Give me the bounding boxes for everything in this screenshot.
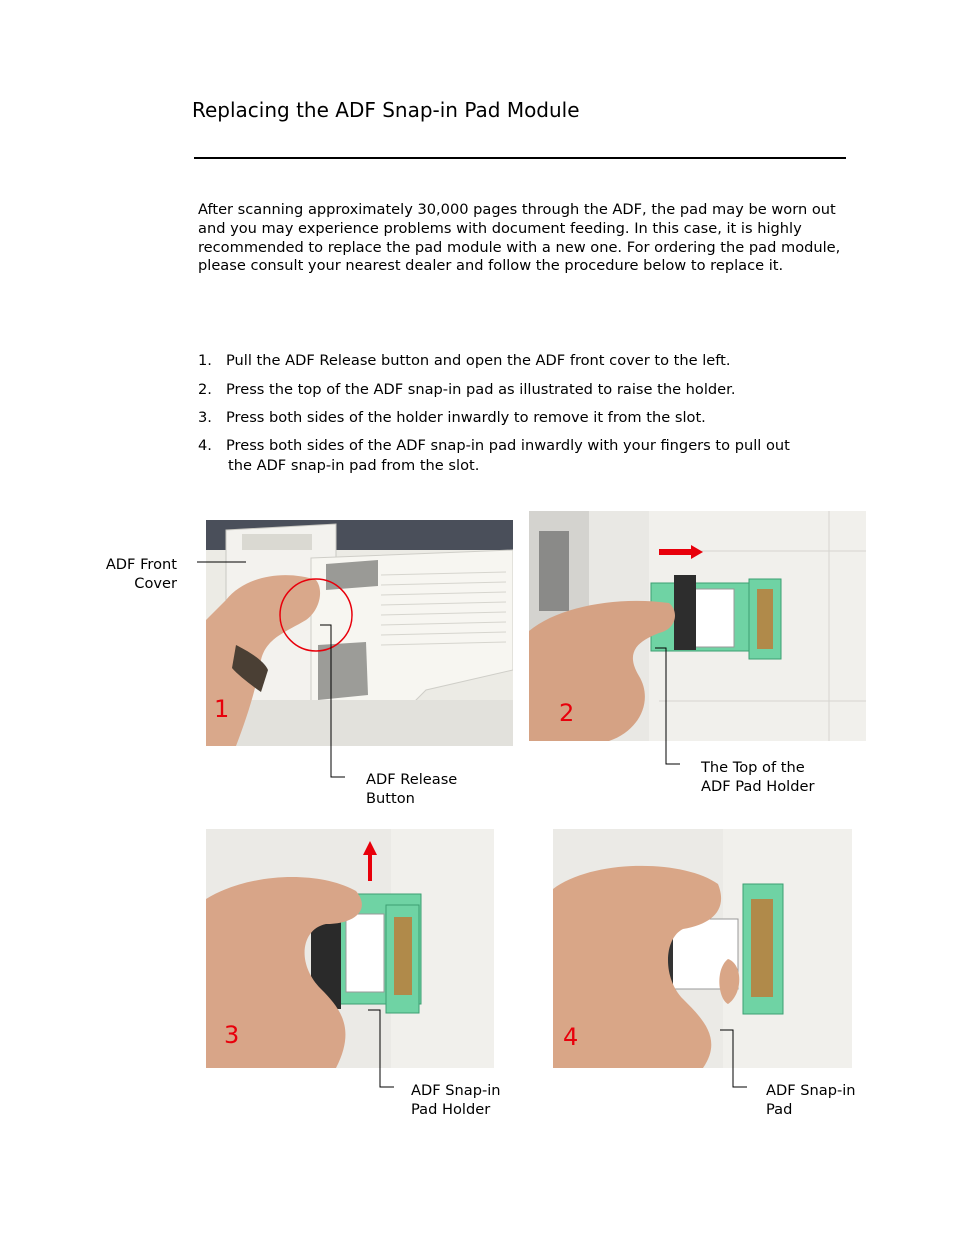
page-title: Replacing the ADF Snap-in Pad Module xyxy=(192,98,580,122)
step-text-continued: the ADF snap-in pad from the slot. xyxy=(228,456,480,474)
callout-line: Pad xyxy=(766,1101,793,1118)
callout-line: The Top of the xyxy=(701,759,805,776)
title-divider xyxy=(194,157,846,159)
step-number: 4. xyxy=(198,437,212,454)
photo-step-3 xyxy=(206,829,494,1068)
callout-line: ADF Pad Holder xyxy=(701,778,815,795)
step-text: Press the top of the ADF snap-in pad as illustrated to raise the holder. xyxy=(226,381,736,398)
step-1 xyxy=(198,351,858,371)
photo-step-number: 4 xyxy=(563,1023,579,1051)
callout-pad xyxy=(766,1081,856,1119)
callout-line: ADF Front xyxy=(105,556,177,573)
callout-line: ADF Snap-in xyxy=(766,1082,856,1099)
photo-step-1 xyxy=(206,520,513,746)
callout-line: ADF Snap-in xyxy=(411,1082,501,1099)
callout-line: Cover xyxy=(134,575,177,592)
step-3 xyxy=(198,408,858,428)
step-text: Press both sides of the holder inwardly to remove it from the slot. xyxy=(226,409,706,426)
step-2 xyxy=(198,380,858,400)
photo-step-number: 1 xyxy=(214,695,230,723)
callout-line: Button xyxy=(366,790,415,807)
step-number: 1. xyxy=(198,352,212,369)
photo-step-4 xyxy=(553,829,852,1068)
photo-step-number: 3 xyxy=(224,1021,240,1049)
step-4 xyxy=(198,436,858,475)
step-number: 3. xyxy=(198,409,212,426)
callout-top-pad-holder xyxy=(701,758,814,796)
step-number: 2. xyxy=(198,381,212,398)
intro-paragraph: After scanning approximately 30,000 pages through the ADF, the pad may be worn out and you may experience problems with document feeding. In this case, it is highly recommended to replace the pad module with a new one. For ordering the pad module, please consult your nearest dealer and follow the procedure below to replace it. xyxy=(198,201,841,275)
step-text: Pull the ADF Release button and open the ADF front cover to the left. xyxy=(226,352,731,369)
callout-front-cover xyxy=(99,555,177,593)
callout-release-button xyxy=(366,770,457,808)
callout-line: Pad Holder xyxy=(411,1101,491,1118)
callout-pad-holder xyxy=(411,1081,501,1119)
photo-step-2 xyxy=(529,511,866,741)
photo-step-number: 2 xyxy=(559,699,575,727)
callout-line: ADF Release xyxy=(366,771,458,788)
step-text: Press both sides of the ADF snap-in pad inwardly with your fingers to pull out xyxy=(226,437,790,454)
